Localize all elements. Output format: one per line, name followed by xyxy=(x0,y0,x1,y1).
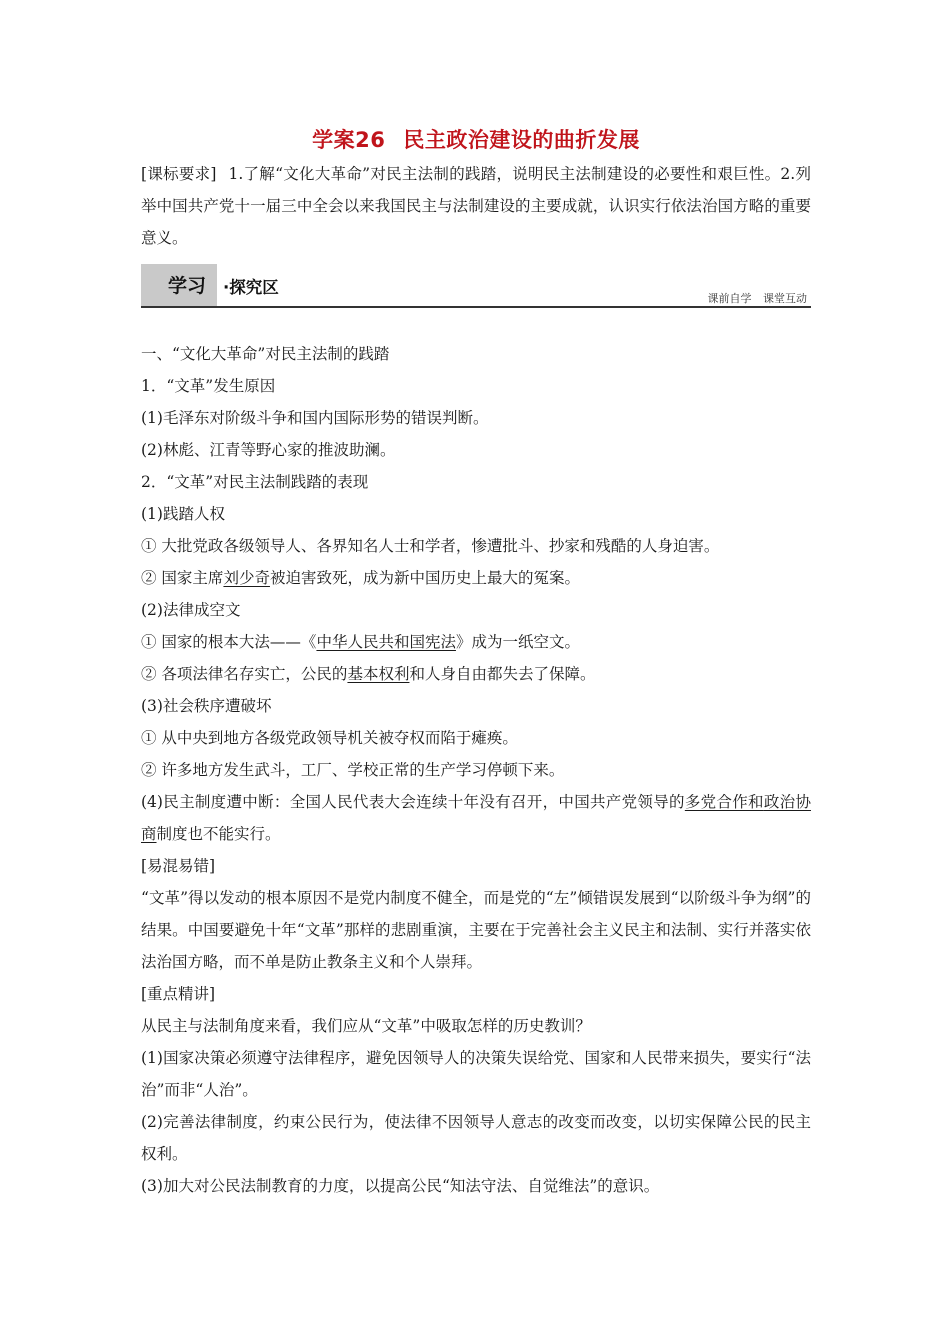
manifestation-2b xyxy=(141,658,811,690)
text-span: 和人身自由都失去了保障。 xyxy=(409,665,596,683)
confusion-label: [易混易错] xyxy=(141,857,216,875)
underlined-term: 刘少奇 xyxy=(223,569,270,587)
cause-item-1: (1)毛泽东对阶级斗争和国内国际形势的错误判断。 xyxy=(141,409,489,427)
cause-item-2: (2)林彪、江青等野心家的推波助澜。 xyxy=(141,441,396,459)
key-point-1: (1)国家决策必须遵守法律程序，避免因领导人的决策失误给党、国家和人民带来损失，要实行“法治”而非“人治”。 xyxy=(141,1049,811,1099)
key-points-label: [重点精讲] xyxy=(141,985,216,1003)
key-points-question: 从民主与法制角度来看，我们应从“文革”中吸取怎样的历史教训？ xyxy=(141,1017,591,1035)
text-span: ② 各项法律名存实亡，公民的 xyxy=(141,665,348,683)
banner-word-study: 学习 xyxy=(168,275,207,297)
curriculum-requirements xyxy=(141,158,811,254)
title-prefix: 学案26 xyxy=(312,128,386,152)
text-span: (4)民主制度遭中断：全国人民代表大会连续十年没有召开，中国共产党领导的 xyxy=(141,793,685,811)
manifestation-2a xyxy=(141,626,811,658)
manifestation-1: (1)践踏人权 xyxy=(141,505,225,523)
requirements-text: 1.了解“文化大革命”对民主法制的践踏，说明民主法制建设的必要性和艰巨性。2.列举中国共产党十一届三中全会以来我国民主与法制建设的主要成就，认识实行依法治国方略的重要意义。 xyxy=(141,165,811,247)
subheading-manifestations: 2．“文革”对民主法制践踏的表现 xyxy=(141,473,369,491)
main-content xyxy=(141,338,811,1202)
title-main: 民主政治建设的曲折发展 xyxy=(403,128,640,152)
section-banner xyxy=(141,264,811,310)
text-span: 》成为一纸空文。 xyxy=(455,633,580,651)
text-span: ① 国家的根本大法——《 xyxy=(141,633,317,651)
manifestation-3a: ① 从中央到地方各级党政领导机关被夺权而陷于瘫痪。 xyxy=(141,729,518,747)
underlined-term: 基本权利 xyxy=(347,665,410,683)
banner-divider xyxy=(141,306,811,308)
manifestation-1b xyxy=(141,562,811,594)
manifestation-1a: ① 大批党政各级领导人、各界知名人士和学者，惨遭批斗、抄家和残酷的人身迫害。 xyxy=(141,537,720,555)
underlined-term: 中华人民共和国宪法 xyxy=(316,633,456,651)
text-span: 被迫害致死，成为新中国历史上最大的冤案。 xyxy=(269,569,580,587)
manifestation-3: (3)社会秩序遭破坏 xyxy=(141,697,272,715)
key-point-3: (3)加大对公民法制教育的力度，以提高公民“知法守法、自觉维法”的意识。 xyxy=(141,1177,660,1195)
manifestation-4 xyxy=(141,786,811,850)
section-heading: 一、“文化大革命”对民主法制的践踏 xyxy=(141,345,390,363)
text-span: 制度也不能实行。 xyxy=(156,825,281,843)
banner-word-explore: ·探究区 xyxy=(223,278,279,297)
manifestation-3b: ② 许多地方发生武斗，工厂、学校正常的生产学习停顿下来。 xyxy=(141,761,565,779)
underlined-term: 政治协商 xyxy=(141,793,811,843)
requirements-label: [课标要求] xyxy=(141,165,217,183)
manifestation-2: (2)法律成空文 xyxy=(141,601,241,619)
banner-right-label: 课前自学 课堂互动 xyxy=(707,292,807,305)
underlined-term: 多党合作和 xyxy=(684,793,764,811)
subheading-causes: 1．“文革”发生原因 xyxy=(141,377,276,395)
page-title xyxy=(141,124,811,154)
key-point-2: (2)完善法律制度，约束公民行为，使法律不因领导人意志的改变而改变，以切实保障公民的民主权利。 xyxy=(141,1113,811,1163)
confusion-text: “文革”得以发动的根本原因不是党内制度不健全，而是党的“左”倾错误发展到“以阶级斗争为纲”的结果。中国要避免十年“文革”那样的悲剧重演，主要在于完善社会主义民主和法制、实行并落实依法治国方略，而不单是防止教条主义和个人崇拜。 xyxy=(141,889,811,971)
text-span: ② 国家主席 xyxy=(141,569,224,587)
